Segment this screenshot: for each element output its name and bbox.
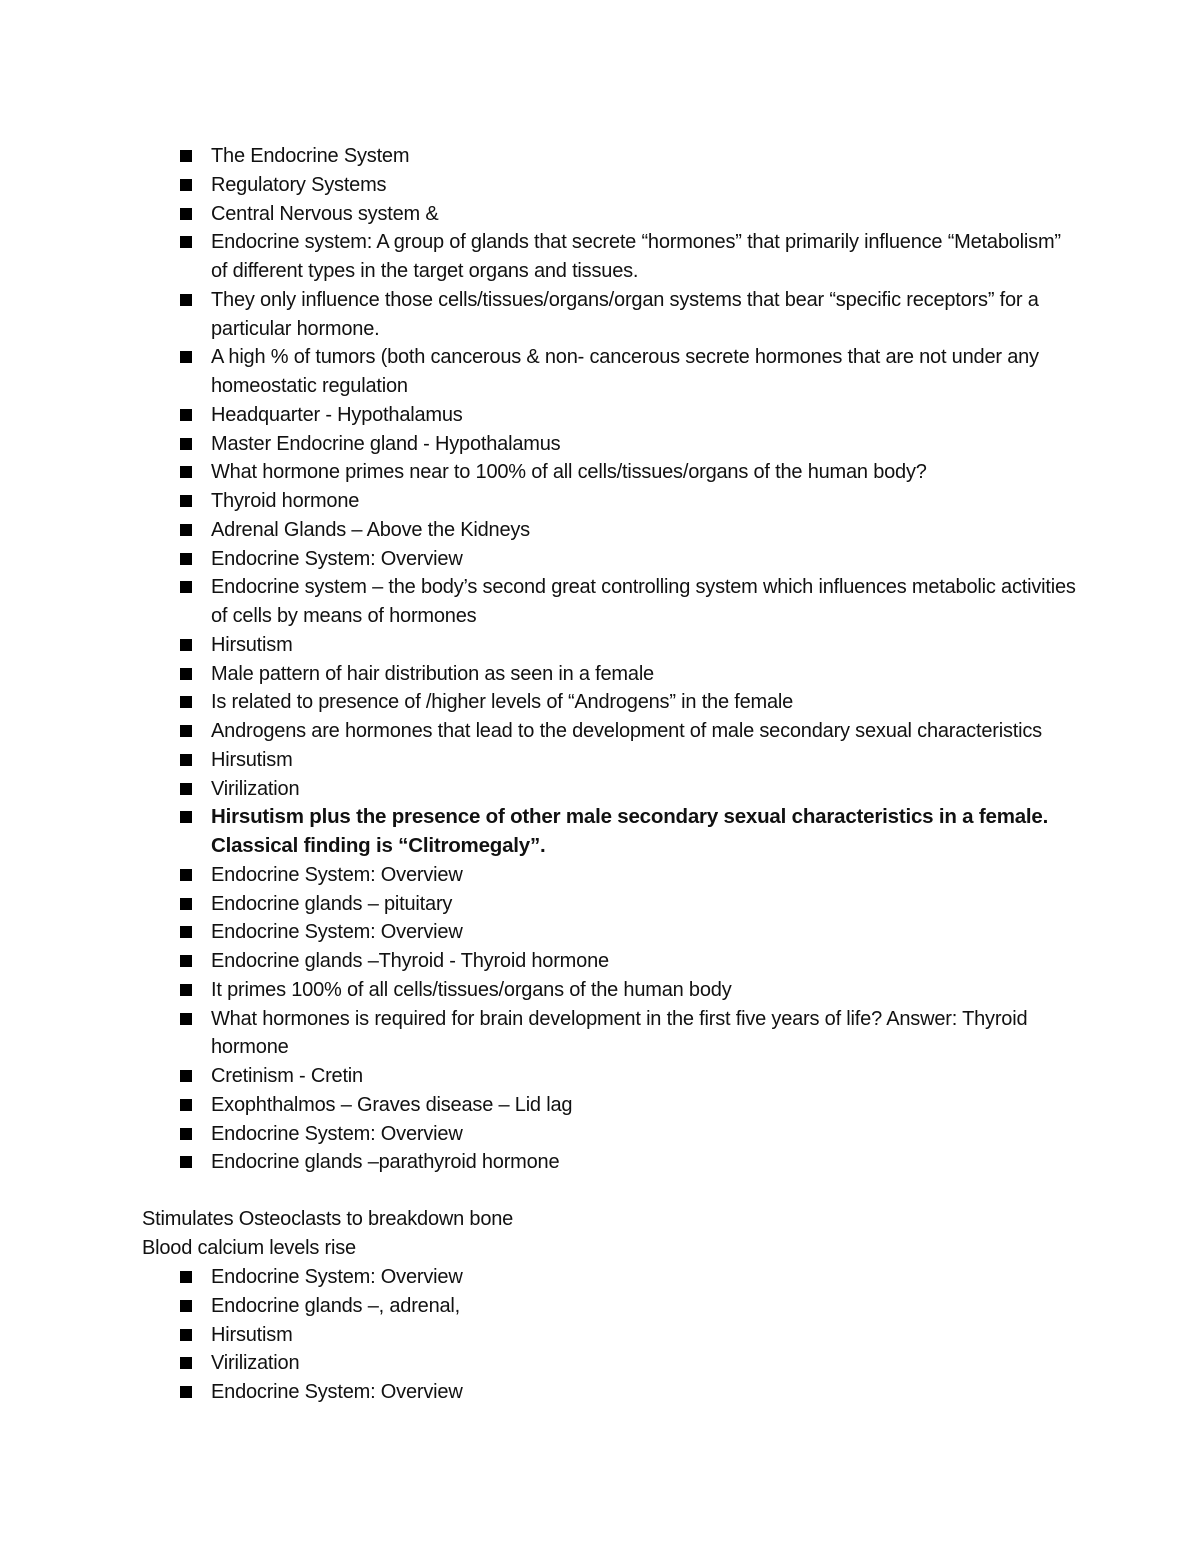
list-item <box>0 861 1200 890</box>
list-item <box>0 1263 1200 1292</box>
list-item <box>0 343 1200 401</box>
square-bullet-icon <box>180 639 192 651</box>
square-bullet-icon <box>180 208 192 220</box>
list-item-text: The Endocrine System <box>211 145 410 167</box>
list-item-text: Endocrine system – the body’s second great controlling system which influences metabolic activities of cells by means of hormones <box>211 576 1076 627</box>
list-item <box>0 430 1200 459</box>
square-bullet-icon <box>180 581 192 593</box>
list-item <box>0 746 1200 775</box>
square-bullet-icon <box>180 466 192 478</box>
square-bullet-icon <box>180 811 192 823</box>
bullet-list-bottom <box>0 1263 1200 1407</box>
list-item-text: Endocrine System: Overview <box>211 921 463 944</box>
list-item <box>0 631 1200 660</box>
square-bullet-icon <box>180 1357 192 1369</box>
list-item-text: What hormone primes near to 100% of all cells/tissues/organs of the human body? <box>211 461 927 484</box>
square-bullet-icon <box>180 1156 192 1168</box>
square-bullet-icon <box>180 955 192 967</box>
list-item <box>0 918 1200 947</box>
list-item <box>0 200 1200 229</box>
list-item <box>0 1091 1200 1120</box>
list-item-text: Central Nervous system & <box>211 202 439 225</box>
list-item <box>0 1062 1200 1091</box>
list-item <box>0 803 1200 861</box>
square-bullet-icon <box>180 696 192 708</box>
list-item-text: Endocrine System: Overview <box>211 863 463 886</box>
list-item <box>0 660 1200 689</box>
square-bullet-icon <box>180 236 192 248</box>
square-bullet-icon <box>180 409 192 421</box>
list-item-text: Endocrine glands – pituitary <box>211 892 453 915</box>
plain-line-calcium: Blood calcium levels rise <box>142 1237 356 1259</box>
list-item <box>0 573 1200 631</box>
square-bullet-icon <box>180 179 192 191</box>
list-item-text: Endocrine glands –Thyroid - Thyroid hormone <box>211 950 609 972</box>
square-bullet-icon <box>180 898 192 910</box>
list-item <box>0 487 1200 516</box>
square-bullet-icon <box>180 553 192 565</box>
square-bullet-icon <box>180 351 192 363</box>
square-bullet-icon <box>180 1013 192 1025</box>
list-item <box>0 228 1200 286</box>
list-item <box>0 1292 1200 1321</box>
list-item <box>0 286 1200 344</box>
list-item <box>0 1120 1200 1149</box>
list-item-text: Exophthalmos – Graves disease – Lid lag <box>211 1093 573 1116</box>
list-item-text: Endocrine glands –parathyroid hormone <box>211 1151 560 1174</box>
square-bullet-icon <box>180 1070 192 1082</box>
square-bullet-icon <box>180 984 192 996</box>
list-item-text: Headquarter - Hypothalamus <box>211 403 463 426</box>
list-item-text: Hirsutism plus the presence of other male secondary sexual characteristics in a female. Classical finding is “Clitromegaly”. <box>211 805 1049 857</box>
list-item-text: Hirsutism <box>211 748 293 771</box>
list-item-text: Hirsutism <box>211 633 293 656</box>
list-item <box>0 545 1200 574</box>
list-item-text: Endocrine system: A group of glands that secrete “hormones” that primarily influence “Metabolism” of different types in the target organs and tissues. <box>211 231 1061 282</box>
square-bullet-icon <box>180 1300 192 1312</box>
list-item <box>0 516 1200 545</box>
list-item-text: Endocrine System: Overview <box>211 1266 463 1288</box>
square-bullet-icon <box>180 1329 192 1341</box>
square-bullet-icon <box>180 1271 192 1283</box>
list-item <box>0 1321 1200 1350</box>
list-item-text: They only influence those cells/tissues/organs/organ systems that bear “specific receptors” for a particular hormone. <box>211 288 1039 340</box>
square-bullet-icon <box>180 150 192 162</box>
list-item <box>0 717 1200 746</box>
square-bullet-icon <box>180 294 192 306</box>
list-item <box>0 1005 1200 1063</box>
list-item <box>0 688 1200 717</box>
list-item <box>0 401 1200 430</box>
list-item-text: Master Endocrine gland - Hypothalamus <box>211 432 561 455</box>
square-bullet-icon <box>180 1386 192 1398</box>
list-item-text: Endocrine System: Overview <box>211 547 463 570</box>
square-bullet-icon <box>180 754 192 766</box>
list-item <box>0 1378 1200 1407</box>
plain-line-osteoclasts: Stimulates Osteoclasts to breakdown bone <box>142 1208 514 1230</box>
list-item-text: Cretinism - Cretin <box>211 1065 363 1087</box>
square-bullet-icon <box>180 869 192 881</box>
list-item-text: Thyroid hormone <box>211 490 360 512</box>
square-bullet-icon <box>180 438 192 450</box>
square-bullet-icon <box>180 668 192 680</box>
list-item-text: Endocrine System: Overview <box>211 1122 463 1145</box>
list-item-text: Male pattern of hair distribution as seen in a female <box>211 662 654 685</box>
square-bullet-icon <box>180 1128 192 1140</box>
list-item-text: It primes 100% of all cells/tissues/organs of the human body <box>211 978 732 1001</box>
list-item <box>0 458 1200 487</box>
list-item-text: Endocrine glands –, adrenal, <box>211 1294 461 1317</box>
list-item-text: Hirsutism <box>211 1323 293 1346</box>
list-item-text: Androgens are hormones that lead to the development of male secondary sexual characteristics <box>211 720 1042 742</box>
list-item <box>0 976 1200 1005</box>
list-item <box>0 1349 1200 1378</box>
list-item <box>0 1148 1200 1177</box>
list-item-text: A high % of tumors (both cancerous & non- cancerous secrete hormones that are not under any homeostatic regulation <box>211 346 1039 397</box>
square-bullet-icon <box>180 495 192 507</box>
bullet-list-top <box>0 142 1200 1177</box>
list-item <box>0 142 1200 171</box>
list-item <box>0 775 1200 804</box>
list-item-text: Endocrine System: Overview <box>211 1381 463 1403</box>
list-item-text: Virilization <box>211 777 300 800</box>
list-item <box>0 171 1200 200</box>
square-bullet-icon <box>180 1099 192 1111</box>
square-bullet-icon <box>180 725 192 737</box>
square-bullet-icon <box>180 524 192 536</box>
list-item-text: Is related to presence of /higher levels of “Androgens” in the female <box>211 691 794 714</box>
list-item-text: What hormones is required for brain development in the first five years of life? Answer: Thyroid hormone <box>211 1007 1028 1059</box>
list-item <box>0 890 1200 919</box>
square-bullet-icon <box>180 926 192 938</box>
list-item-text: Virilization <box>211 1352 300 1375</box>
list-item-text: Regulatory Systems <box>211 173 387 196</box>
square-bullet-icon <box>180 783 192 795</box>
list-item <box>0 947 1200 976</box>
list-item-text: Adrenal Glands – Above the Kidneys <box>211 518 530 541</box>
